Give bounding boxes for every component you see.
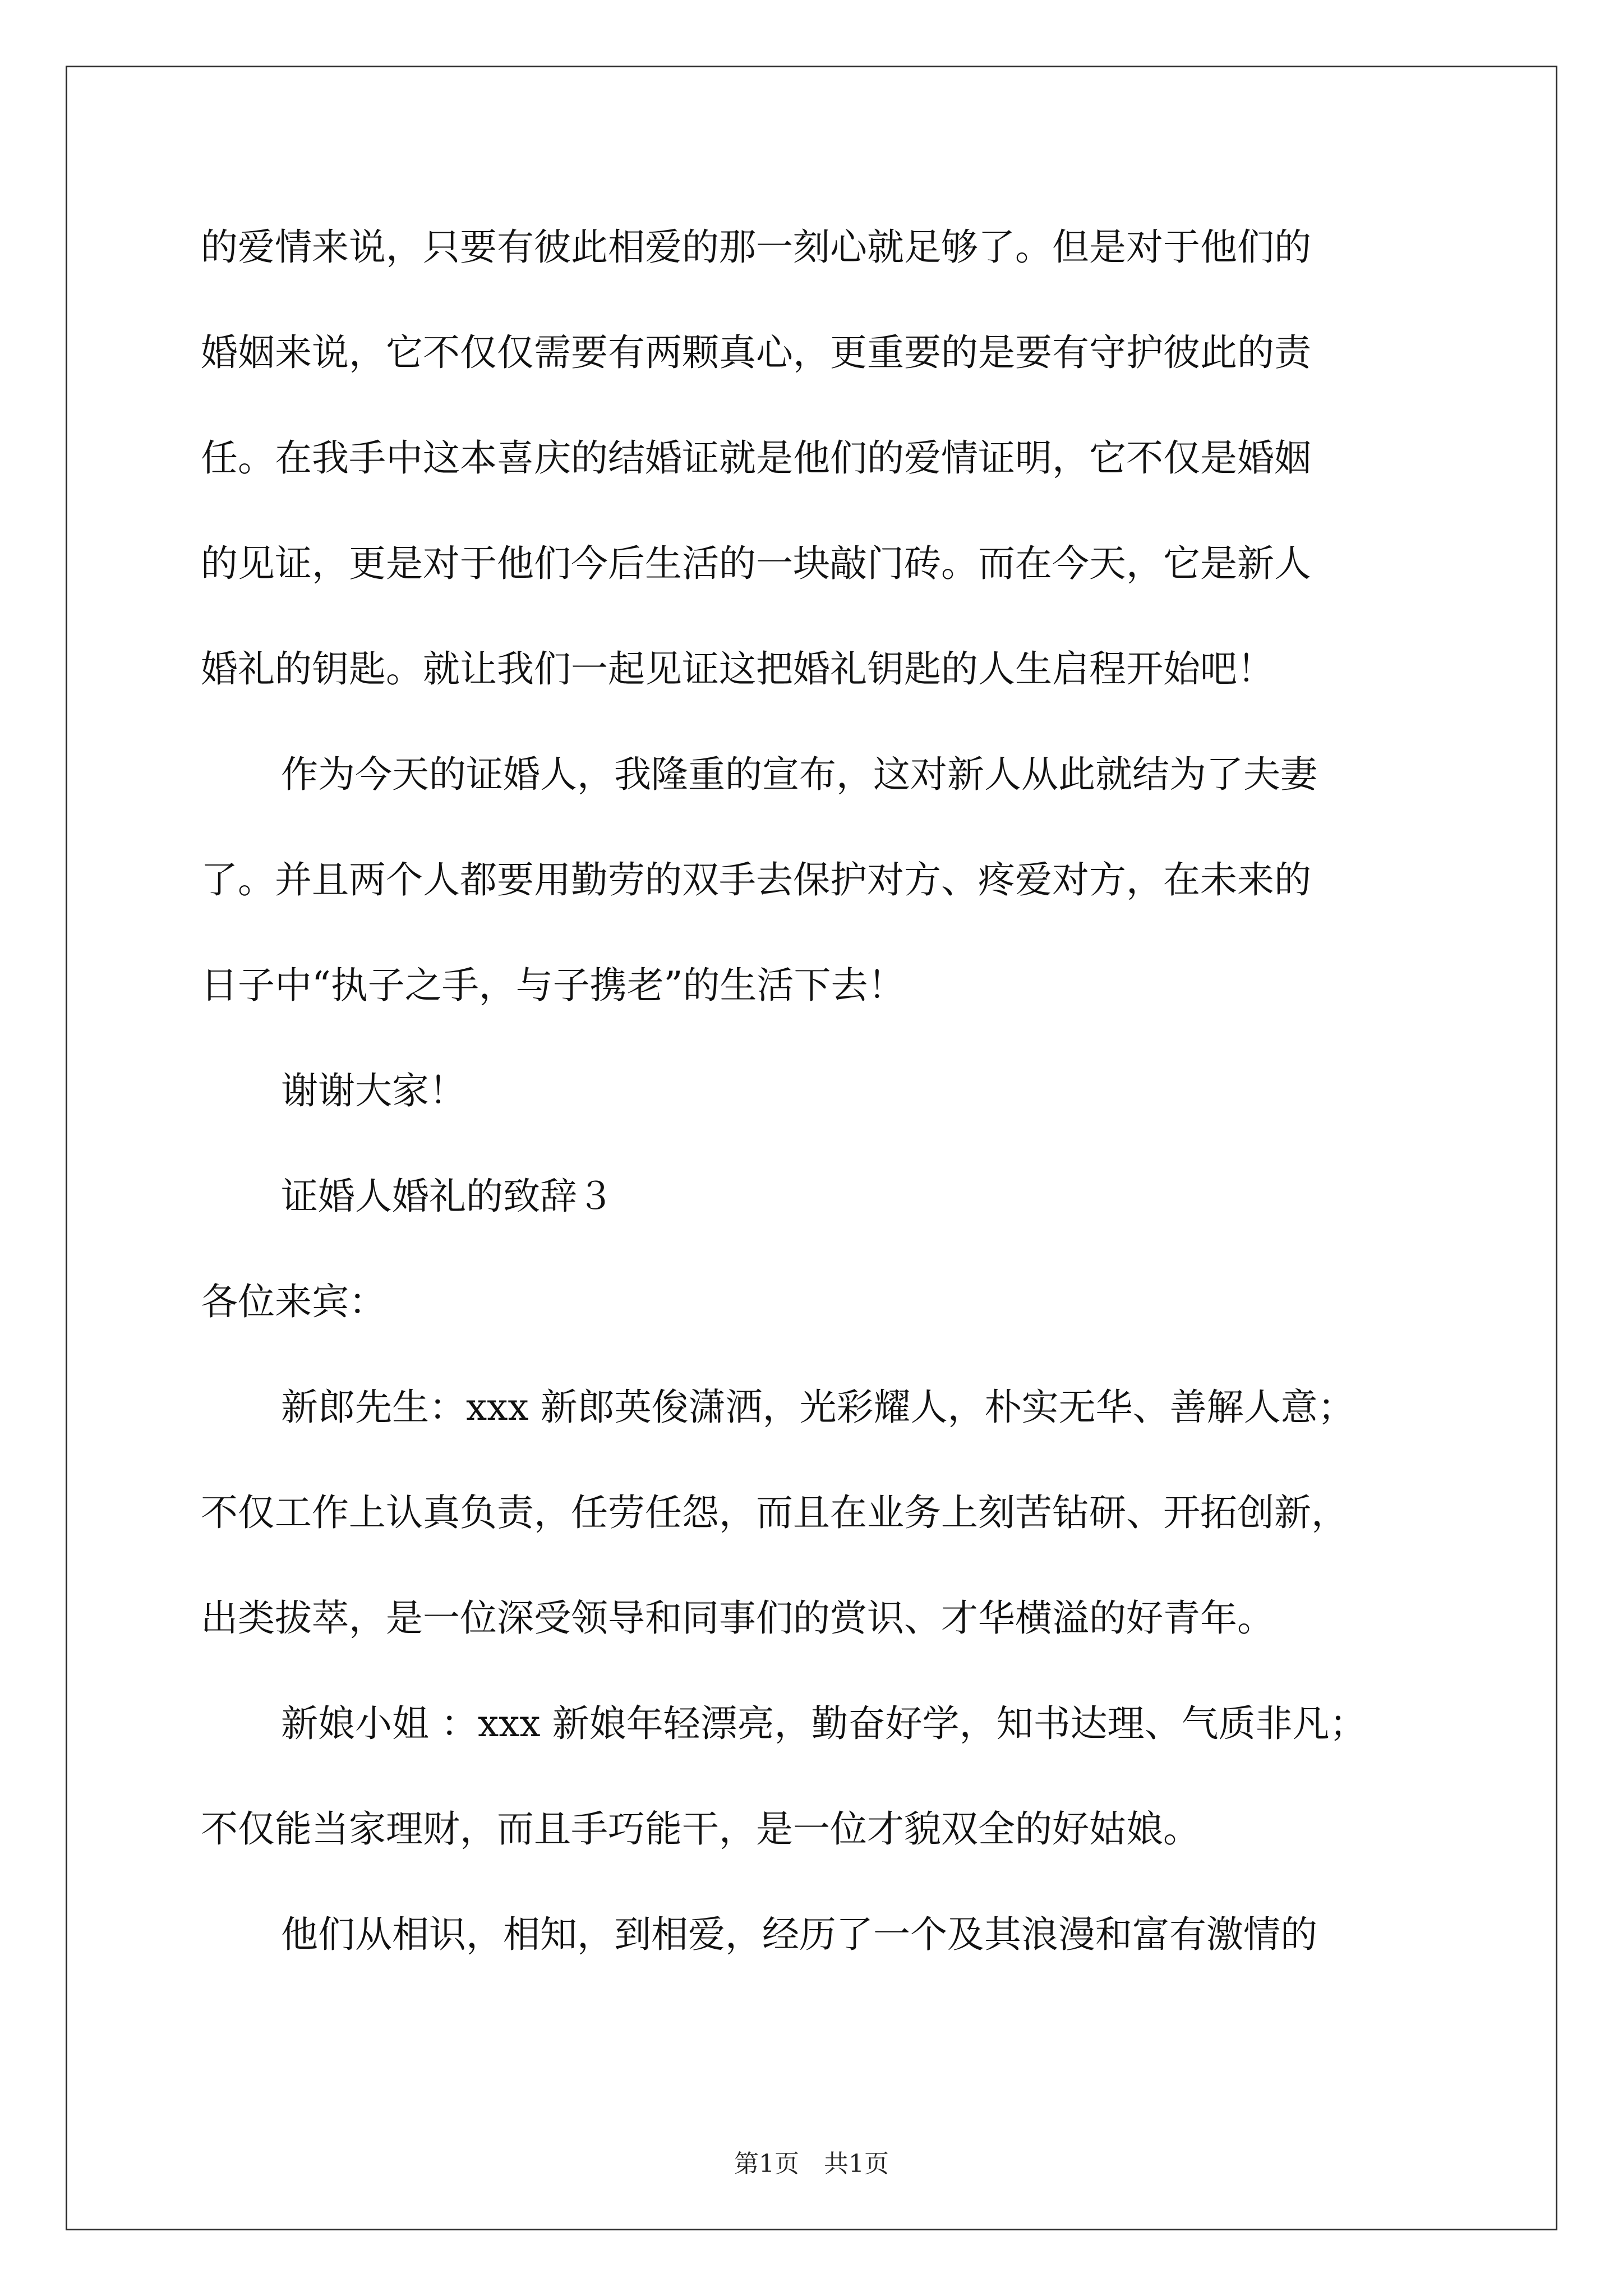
text-line-5: 婚礼的钥匙。就让我们一起见证这把婚礼钥匙的人生启程开始吧！ — [201, 647, 1274, 691]
text-line-9: 谢谢大家！ — [281, 1069, 466, 1112]
text-line-16: 不仅能当家理财，而且手巧能干，是一位才貌双全的好姑娘。 — [201, 1807, 1200, 1851]
text-line-8: 日子中“执子之手，与子携老”的生活下去！ — [201, 964, 905, 1007]
section-heading: 证婚人婚礼的致辞３ — [281, 1175, 614, 1218]
text-line-4: 的见证，更是对于他们今后生活的一块敲门砖。而在今天，它是新人 — [201, 542, 1311, 585]
text-line-7: 了。并且两个人都要用勤劳的双手去保护对方、疼爱对方，在未来的 — [201, 858, 1311, 901]
text-line-14: 出类拔萃，是一位深受领导和同事们的赏识、才华横溢的好青年。 — [201, 1596, 1274, 1640]
text-line-17: 他们从相识，相知，到相爱，经历了一个及其浪漫和富有激情的 — [281, 1913, 1317, 1956]
text-line-2: 婚姻来说，它不仅仅需要有两颗真心，更重要的是要有守护彼此的责 — [201, 331, 1311, 374]
text-line-3: 任。在我手中这本喜庆的结婚证就是他们的爱情证明，它不仅是婚姻 — [201, 436, 1311, 480]
page-footer: 第1页 共1页 — [734, 2150, 889, 2178]
page-border — [66, 66, 1557, 2230]
text-line-15: 新娘小姐 ：xxx 新娘年轻漂亮，勤奋好学，知书达理、气质非凡； — [281, 1702, 1367, 1745]
salutation: 各位来宾： — [201, 1280, 386, 1323]
text-line-6: 作为今天的证婚人，我隆重的宣布，这对新人从此就结为了夫妻 — [281, 753, 1317, 796]
text-line-13: 不仅工作上认真负责，任劳任怨，而且在业务上刻苦钻研、开拓创新， — [201, 1491, 1348, 1534]
text-line-12: 新郎先生：xxx 新郎英俊潇洒，光彩耀人，朴实无华、善解人意； — [281, 1386, 1355, 1429]
text-line-1: 的爱情来说，只要有彼此相爱的那一刻心就足够了。但是对于他们的 — [201, 226, 1311, 269]
